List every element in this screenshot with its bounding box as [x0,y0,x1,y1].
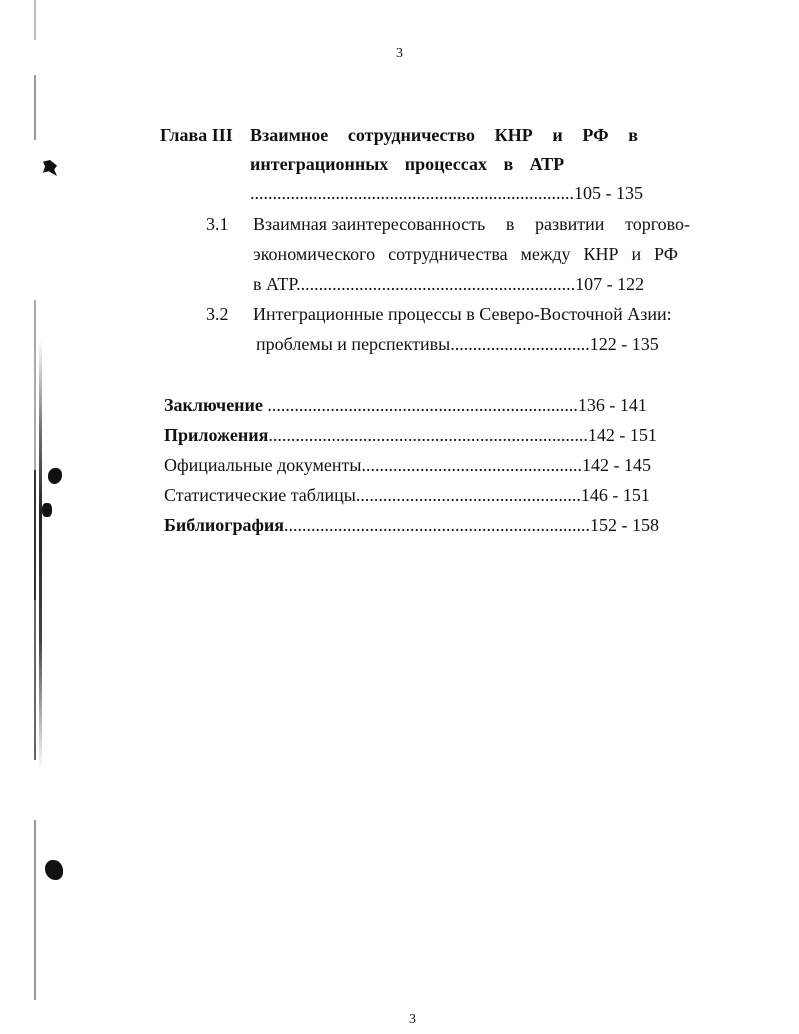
toc-entry-conclusion [164,394,647,416]
scan-margin-line-inner [39,340,42,770]
chapter-pages: 105 - 135 [574,183,643,203]
section-title-word: экономического [253,244,376,264]
section-title-line2 [256,333,659,355]
toc-entry-pages: 142 - 151 [587,425,657,445]
toc-entry-official-documents [164,454,651,476]
section-title-line1: Интеграционные процессы в Северо-Восточной Азии: [253,304,672,324]
section-title-word: между [520,244,571,264]
section-title-line2 [253,243,678,265]
toc-entry-title: Статистические таблицы [164,485,356,505]
leader-dots: .................................................................... [284,515,591,535]
toc-entry-appendices [164,424,657,446]
leader-dots: ............................... [450,334,590,354]
chapter-title-word: сотрудничество [347,125,475,145]
leader-dots: ....................................................................... [268,425,588,445]
section-title-word: в [505,214,515,234]
section-number: 3.1 [206,214,229,234]
toc-entry-pages: 142 - 145 [582,455,651,475]
section-title-line3 [253,273,644,295]
chapter-label: Глава III [160,125,233,145]
section-title-word: и [631,244,642,264]
chapter-title-line2: интеграционных процессах в АТР [250,154,565,174]
chapter-title-word: Взаимное [250,125,329,145]
section-pages: 122 - 135 [589,334,659,354]
toc-entry-title: Библиография [164,515,285,535]
chapter-title-word: КНР [494,125,533,145]
toc-entry-bibliography [164,514,659,536]
leader-dots: .................................................. [355,485,581,505]
section-pages: 107 - 122 [575,274,645,294]
scan-blot [43,160,57,176]
section-title-text: в АТР [253,274,297,294]
section-number: 3.2 [206,304,229,324]
leader-dots: ........................................................................ [250,183,574,203]
chapter-title-word: РФ [582,125,609,145]
leader-dots: .............................................................. [296,274,576,294]
scan-blot [48,468,62,484]
section-title-word: торгово- [625,214,690,234]
toc-entry-pages: 136 - 141 [577,395,647,415]
toc-entry-title: Официальные документы [164,455,362,475]
toc-entry-pages: 146 - 151 [580,485,650,505]
chapter-title-word: в [628,125,638,145]
toc-entry-statistical-tables [164,484,650,506]
toc-entry-title: Заключение [164,395,263,415]
page-number-top: 3 [396,46,403,61]
scan-blot [42,503,52,517]
section-title-text: проблемы и перспективы [256,334,451,354]
chapter-title-line1 [250,124,638,146]
chapter-title-word: и [552,125,563,145]
page-number-bottom: 3 [409,1012,416,1027]
section-title-word: Взаимная заинтересованность [253,214,486,234]
section-title-word: РФ [654,244,678,264]
section-title-word: развитии [535,214,605,234]
toc-entry-pages: 152 - 158 [590,515,660,535]
section-title-word: сотрудничества [388,244,508,264]
section-title-line1 [253,213,690,235]
section-title-word: КНР [583,244,619,264]
leader-dots: ..................................................................... [262,395,578,415]
scan-blot [45,860,63,880]
chapter-pages-line [250,182,643,204]
scan-margin-line [34,0,36,1034]
toc-entry-title: Приложения [164,425,269,445]
leader-dots: ................................................. [361,455,582,475]
